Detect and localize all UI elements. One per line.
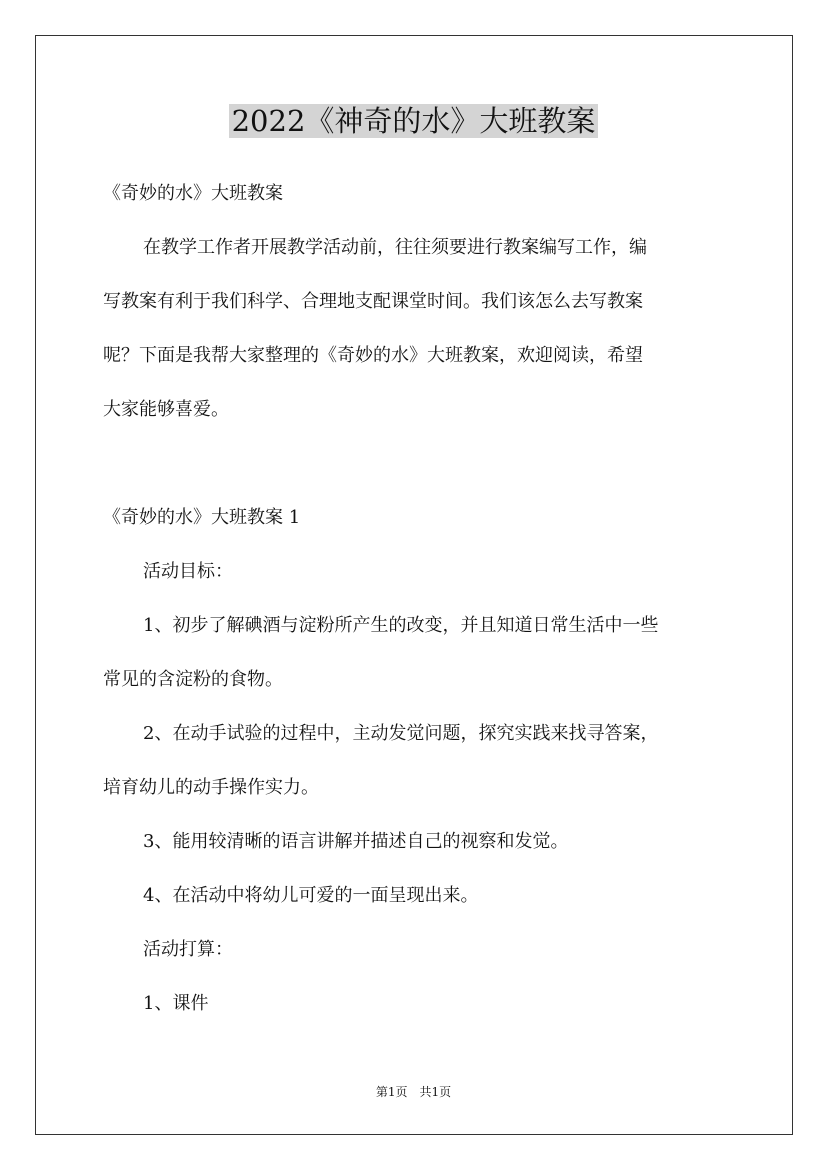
intro-line-2: 写教案有利于我们科学、合理地支配课堂时间。我们该怎么去写教案 bbox=[103, 291, 643, 312]
document-title-text: 2022《神奇的水》大班教案 bbox=[229, 104, 599, 138]
goal-4: 4、在活动中将幼儿可爱的一面呈现出来。 bbox=[143, 885, 479, 906]
goal-1-line-1: 1、初步了解碘酒与淀粉所产生的改变，并且知道日常生活中一些 bbox=[143, 615, 659, 636]
goals-label: 活动目标： bbox=[143, 561, 233, 582]
document-title bbox=[0, 99, 827, 143]
intro-line-4: 大家能够喜爱。 bbox=[103, 399, 229, 420]
document-subtitle: 《奇妙的水》大班教案 bbox=[103, 183, 283, 204]
section-heading: 《奇妙的水》大班教案 1 bbox=[103, 507, 301, 528]
prep-item-1: 1、课件 bbox=[143, 993, 209, 1014]
goal-3: 3、能用较清晰的语言讲解并描述自己的视察和发觉。 bbox=[143, 831, 569, 852]
goal-2-line-1: 2、在动手试验的过程中，主动发觉问题，探究实践来找寻答案， bbox=[143, 723, 659, 744]
intro-line-1: 在教学工作者开展教学活动前，往往须要进行教案编写工作，编 bbox=[143, 237, 647, 258]
goal-1-line-2: 常见的含淀粉的食物。 bbox=[103, 669, 283, 690]
goal-2-line-2: 培育幼儿的动手操作实力。 bbox=[103, 777, 319, 798]
intro-line-3: 呢？下面是我帮大家整理的《奇妙的水》大班教案，欢迎阅读，希望 bbox=[103, 345, 643, 366]
prep-label: 活动打算： bbox=[143, 939, 233, 960]
page-number-footer: 第1页 共1页 bbox=[375, 1085, 452, 1099]
